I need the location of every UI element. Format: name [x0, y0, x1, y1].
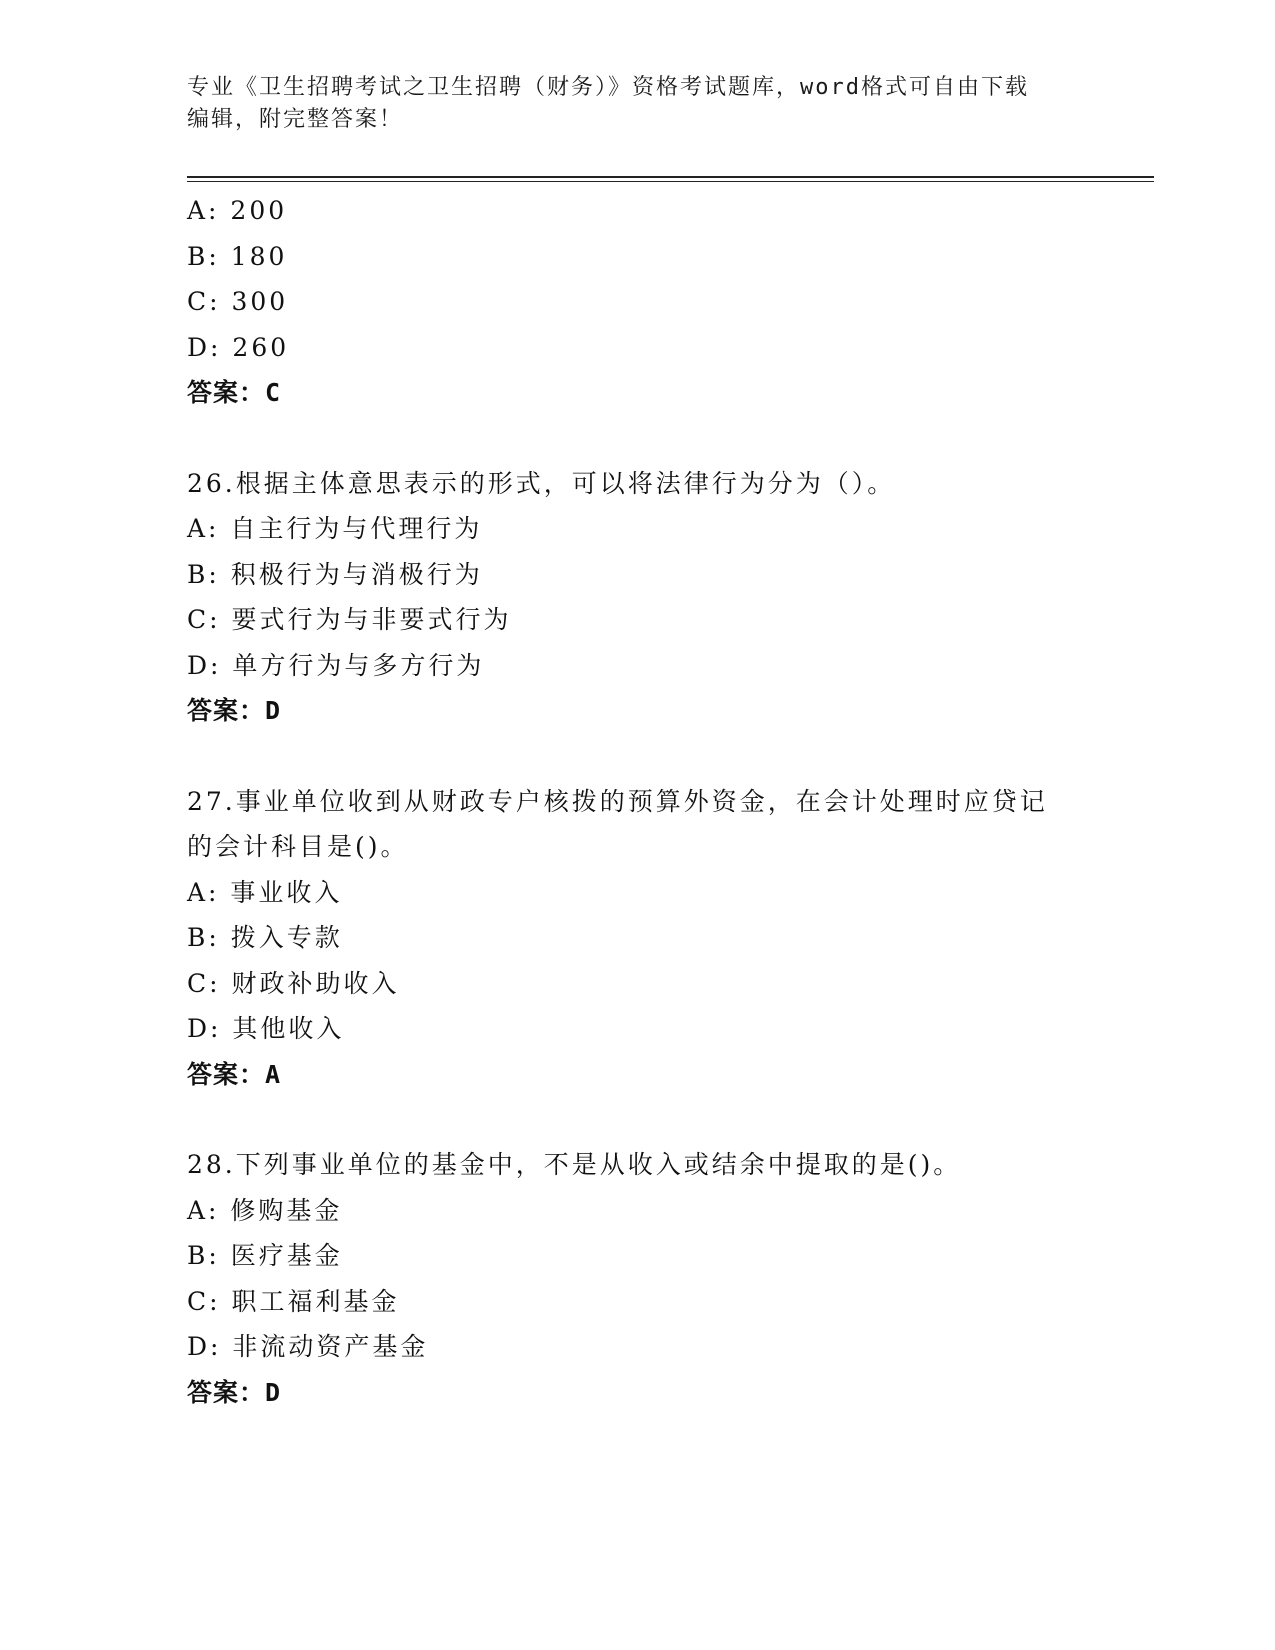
- answer-line: 答案：D: [187, 1377, 282, 1407]
- option-b: B: 积极行为与消极行为: [187, 559, 483, 589]
- answer-line: 答案：D: [187, 696, 282, 725]
- option-d: D: 单方行为与多方行为: [187, 650, 485, 680]
- question-stem-line-1: 27.事业单位收到从财政专户核拨的预算外资金，在会计处理时应贷记: [187, 786, 1048, 816]
- option-d: D: 260: [187, 332, 290, 362]
- option-c: C: 要式行为与非要式行为: [187, 605, 512, 634]
- option-a: A: 200: [187, 196, 288, 225]
- option-a: A: 自主行为与代理行为: [187, 514, 483, 543]
- header-line-2: 编辑，附完整答案！: [187, 107, 404, 132]
- answer-line: 答案：C: [187, 378, 282, 407]
- document-header: [187, 72, 1087, 136]
- question-spacer: [187, 1097, 1117, 1142]
- question-stem-line-2: 的会计科目是()。: [187, 832, 409, 861]
- question-stem: 26.根据主体意思表示的形式，可以将法律行为分为（）。: [187, 468, 896, 498]
- question-list: [187, 188, 1117, 1415]
- option-c: C: 职工福利基金: [187, 1286, 400, 1316]
- header-divider-thin: [187, 181, 1154, 182]
- option-b: B: 拨入专款: [187, 923, 343, 952]
- question-stem: 28.下列事业单位的基金中，不是从收入或结余中提取的是()。: [187, 1150, 962, 1179]
- header-line-1: 专业《卫生招聘考试之卫生招聘（财务）》资格考试题库，word格式可自由下载: [187, 75, 1029, 100]
- option-b: B: 180: [187, 241, 288, 271]
- option-a: A: 修购基金: [187, 1195, 343, 1225]
- option-c: C: 300: [187, 287, 289, 316]
- question-spacer: [187, 416, 1117, 461]
- question-28: [187, 1142, 1117, 1415]
- question-27: [187, 779, 1117, 1098]
- question-spacer: [187, 734, 1117, 779]
- option-d: D: 其他收入: [187, 1014, 345, 1043]
- header-divider-thick: [187, 176, 1154, 178]
- question-25: [187, 188, 1117, 416]
- answer-line: 答案：A: [187, 1059, 282, 1089]
- option-b: B: 医疗基金: [187, 1241, 343, 1270]
- option-c: C: 财政补助收入: [187, 968, 400, 998]
- option-a: A: 事业收入: [187, 877, 343, 907]
- option-d: D: 非流动资产基金: [187, 1332, 429, 1361]
- question-26: [187, 461, 1117, 734]
